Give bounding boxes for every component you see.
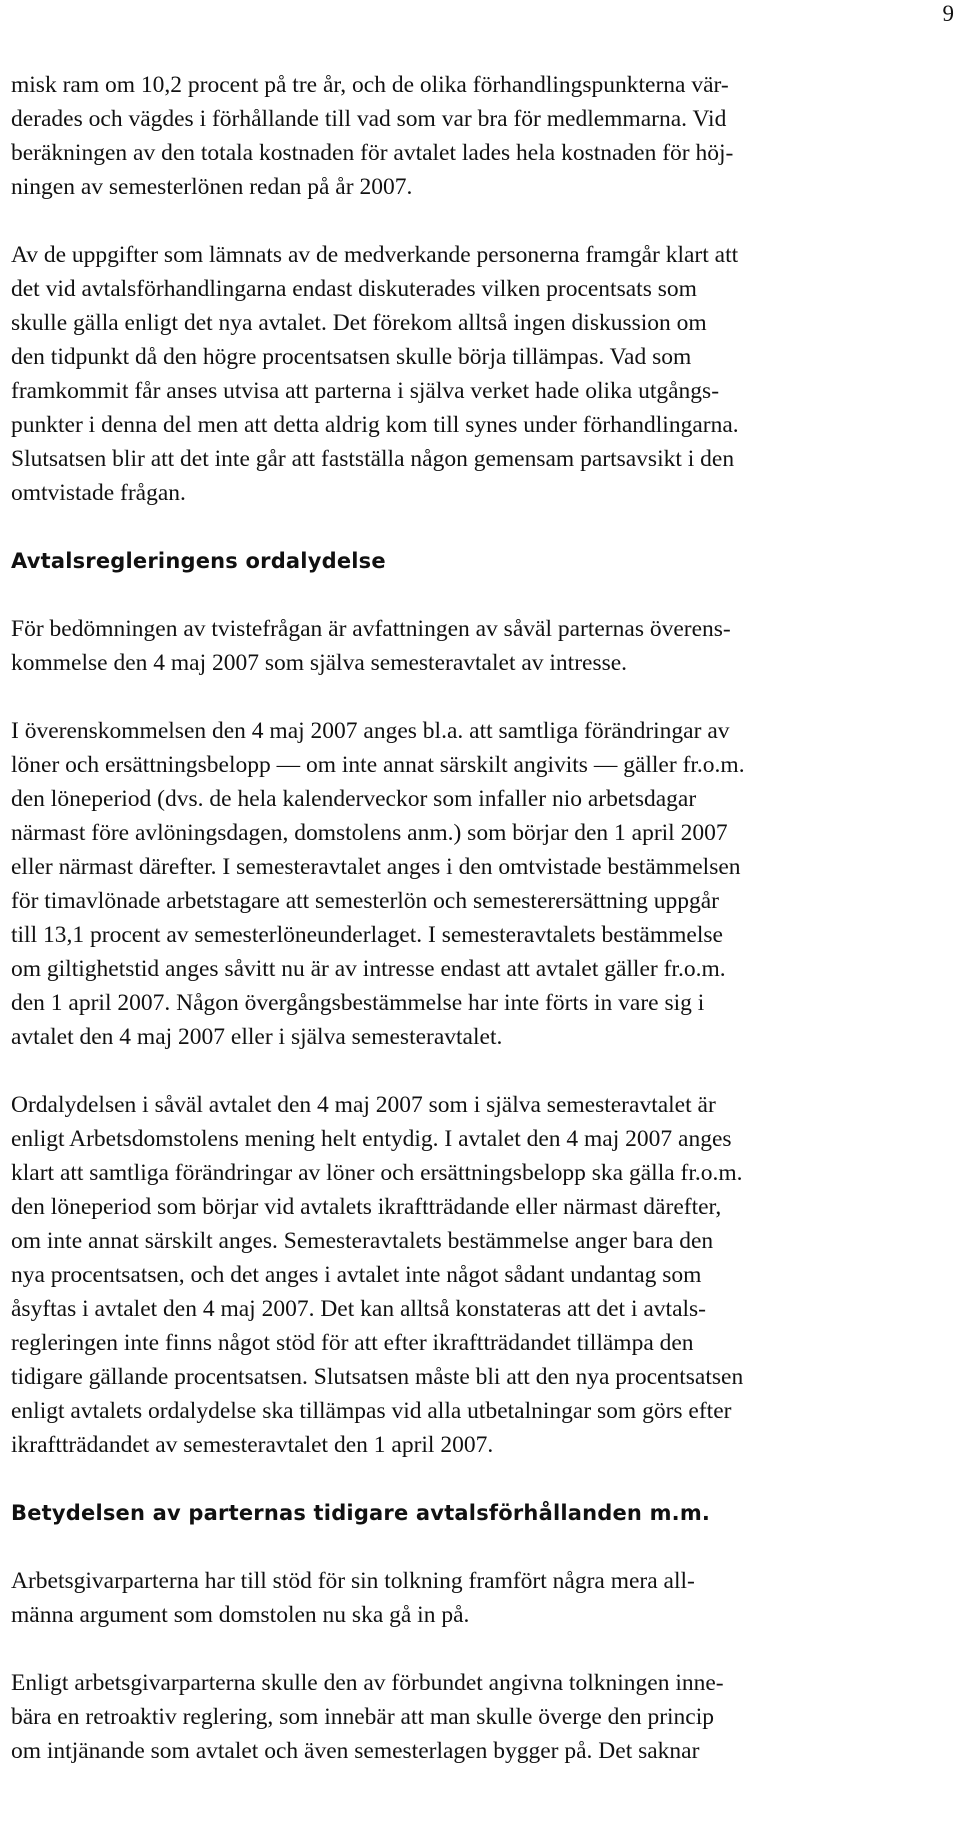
text-line: derades och vägdes i förhållande till vad som var bra för medlemmarna. Vid: [11, 106, 727, 132]
text-line: eller närmast därefter. I semesteravtalet anges i den omtvistade bestämmelsen: [11, 854, 741, 880]
text-line: avtalet den 4 maj 2007 eller i själva semesteravtalet.: [11, 1024, 503, 1050]
text-line: männa argument som domstolen nu ska gå in på.: [11, 1602, 470, 1628]
text-line: ningen av semesterlönen redan på år 2007.: [11, 174, 413, 200]
text-line: I överenskommelsen den 4 maj 2007 anges bl.a. att samtliga förändringar av: [11, 718, 730, 744]
text-line: nya procentsatsen, och det anges i avtalet inte något sådant undantag som: [11, 1262, 702, 1288]
text-line: skulle gälla enligt det nya avtalet. Det förekom alltså ingen diskussion om: [11, 310, 707, 336]
text-line: om inte annat särskilt anges. Semesteravtalets bestämmelse anger bara den: [11, 1228, 714, 1254]
text-line: För bedömningen av tvistefrågan är avfattningen av såväl parternas överens-: [11, 616, 731, 642]
text-line: omtvistade frågan.: [11, 480, 186, 506]
text-line: den tidpunkt då den högre procentsatsen skulle börja tillämpas. Vad som: [11, 344, 692, 370]
text-line: ikraftträdandet av semesteravtalet den 1 april 2007.: [11, 1432, 494, 1458]
text-line: om giltighetstid anges såvitt nu är av intresse endast att avtalet gäller fr.o.m.: [11, 956, 726, 982]
text-line: den löneperiod som börjar vid avtalets ikraftträdande eller närmast därefter,: [11, 1194, 722, 1220]
document-body: [11, 68, 951, 1802]
paragraph-5: [11, 1088, 951, 1462]
text-line: enligt avtalets ordalydelse ska tillämpas vid alla utbetalningar som görs efter: [11, 1398, 732, 1424]
text-line: tidigare gällande procentsatsen. Slutsatsen måste bli att den nya procentsatsen: [11, 1364, 744, 1390]
text-line: misk ram om 10,2 procent på tre år, och de olika förhandlingspunkterna vär-: [11, 72, 729, 98]
text-line: Enligt arbetsgivarparterna skulle den av förbundet angivna tolkningen inne-: [11, 1670, 724, 1696]
section-heading-tidigare-avtal: Betydelsen av parternas tidigare avtalsförhållanden m.m.: [11, 1501, 711, 1525]
paragraph-3: [11, 612, 951, 680]
text-line: om intjänande som avtalet och även semesterlagen bygger på. Det saknar: [11, 1738, 700, 1764]
paragraph-6: [11, 1564, 951, 1632]
paragraph-7: [11, 1666, 951, 1768]
text-line: till 13,1 procent av semesterlöneunderlaget. I semesteravtalets bestämmelse: [11, 922, 723, 948]
text-line: Slutsatsen blir att det inte går att fastställa någon gemensam partsavsikt i den: [11, 446, 735, 472]
text-line: regleringen inte finns något stöd för att efter ikraftträdandet tillämpa den: [11, 1330, 694, 1356]
text-line: Arbetsgivarparterna har till stöd för sin tolkning framfört några mera all-: [11, 1568, 695, 1594]
paragraph-4: [11, 714, 951, 1054]
paragraph-1: [11, 68, 951, 204]
text-line: åsyftas i avtalet den 4 maj 2007. Det kan alltså konstateras att det i avtals-: [11, 1296, 706, 1322]
text-line: punkter i denna del men att detta aldrig kom till synes under förhandlingarna.: [11, 412, 739, 438]
text-line: klart att samtliga förändringar av löner och ersättningsbelopp ska gälla fr.o.m.: [11, 1160, 743, 1186]
text-line: beräkningen av den totala kostnaden för avtalet lades hela kostnaden för höj-: [11, 140, 734, 166]
text-line: det vid avtalsförhandlingarna endast diskuterades vilken procentsats som: [11, 276, 697, 302]
text-line: framkommit får anses utvisa att parterna i själva verket hade olika utgångs-: [11, 378, 720, 404]
section-heading-ordalydelse: Avtalsregleringens ordalydelse: [11, 549, 386, 573]
text-line: Av de uppgifter som lämnats av de medverkande personerna framgår klart att: [11, 242, 739, 268]
text-line: bära en retroaktiv reglering, som innebär att man skulle överge den princip: [11, 1704, 715, 1730]
text-line: löner och ersättningsbelopp — om inte annat särskilt angivits — gäller fr.o.m.: [11, 752, 745, 778]
text-line: den löneperiod (dvs. de hela kalenderveckor som infaller nio arbetsdagar: [11, 786, 697, 812]
text-line: kommelse den 4 maj 2007 som själva semesteravtalet av intresse.: [11, 650, 628, 676]
page-number: 9: [942, 1, 954, 26]
text-line: för timavlönade arbetstagare att semesterlön och semesterersättning uppgår: [11, 888, 719, 914]
paragraph-2: [11, 238, 951, 510]
text-line: närmast före avlöningsdagen, domstolens anm.) som börjar den 1 april 2007: [11, 820, 728, 846]
text-line: Ordalydelsen i såväl avtalet den 4 maj 2007 som i själva semesteravtalet är: [11, 1092, 716, 1118]
text-line: den 1 april 2007. Någon övergångsbestämmelse har inte förts in vare sig i: [11, 990, 705, 1016]
text-line: enligt Arbetsdomstolens mening helt entydig. I avtalet den 4 maj 2007 anges: [11, 1126, 732, 1152]
